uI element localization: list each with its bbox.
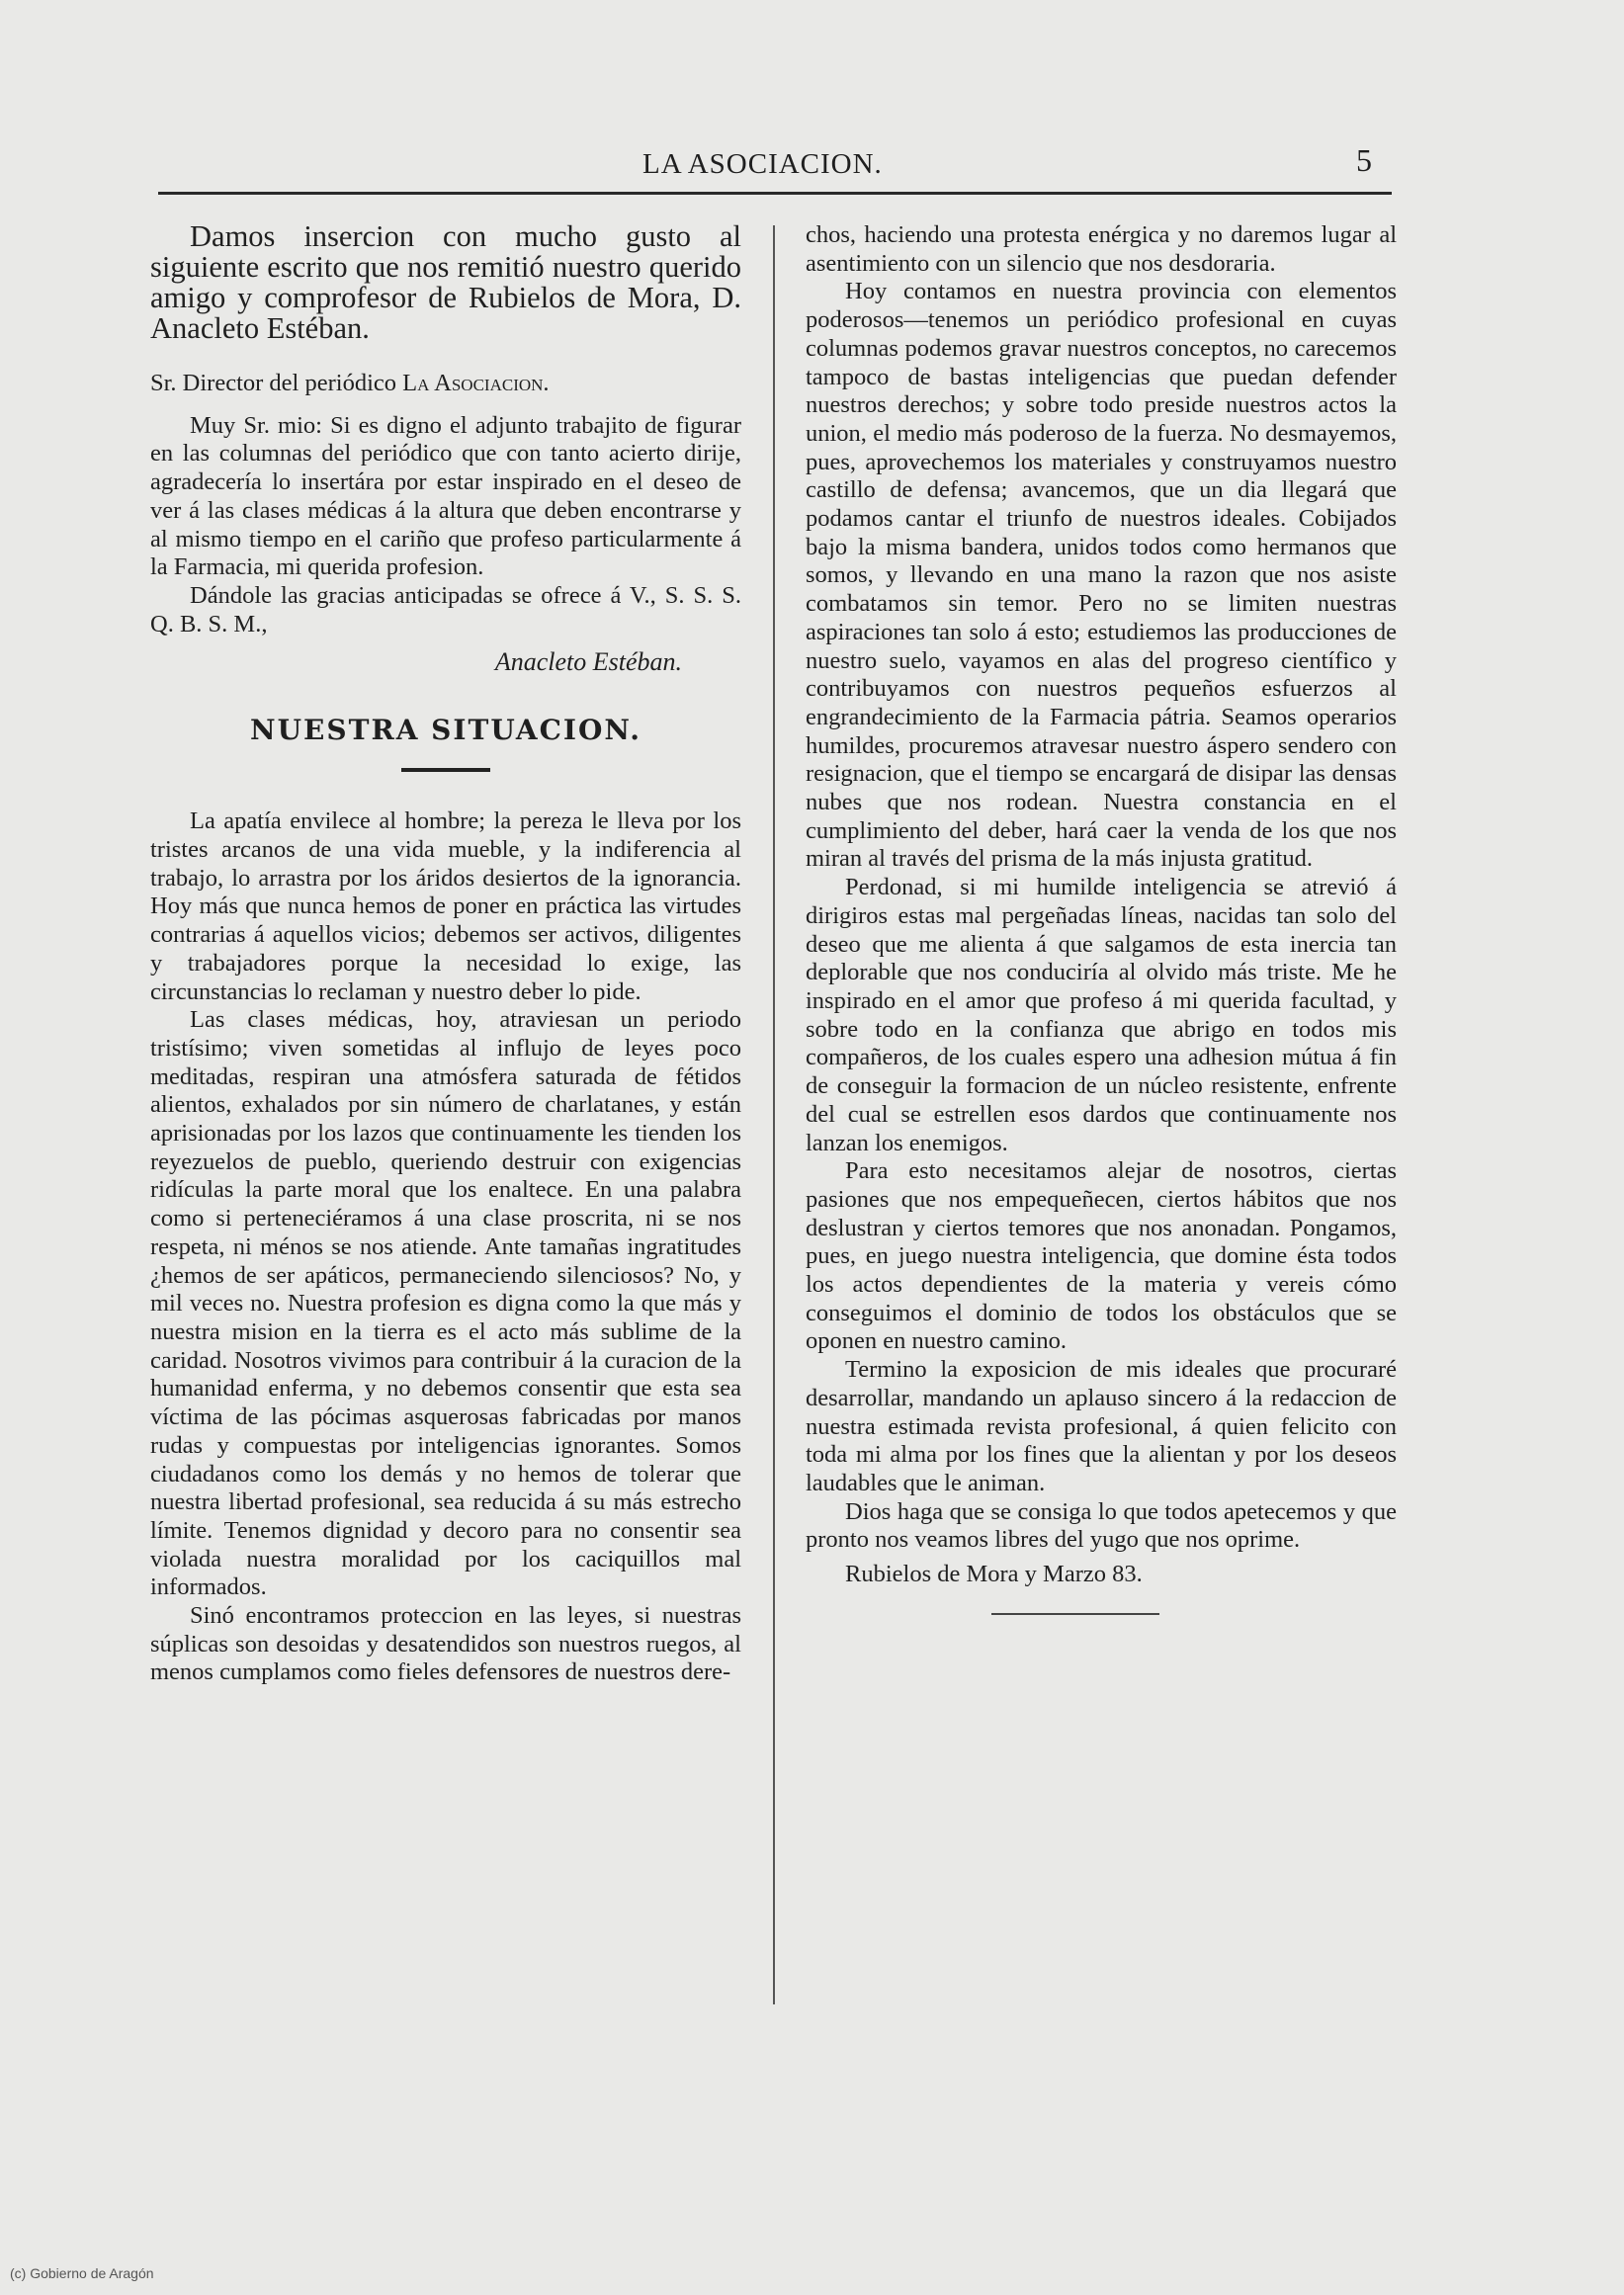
- place-date: Rubielos de Mora y Marzo 83.: [845, 1561, 1143, 1588]
- salutation-prefix: Sr. Director del periódico: [150, 370, 403, 396]
- letter-paragraph: Muy Sr. mio: Si es digno el adjunto trabajito de figurar en las columnas del periódico que con tanto acierto dirije, agradecería lo insertára por estar inspirado en el deseo de ver á las clases médicas á la altura que deben encontrarse y al mismo tiempo en el cariño que profeso particularmente á la Farmacia, mi querida profesion.: [150, 411, 741, 581]
- left-column: [150, 221, 741, 1687]
- page-number: 5: [1356, 142, 1372, 178]
- right-column: [806, 221, 1397, 1615]
- article-paragraph: Perdonad, si mi humilde inteligencia se atrevió á dirigiros estas mal pergeñadas líneas, nacidas tan solo del deseo que me alienta á que salgamos de esta inercia tan deplorable que nos conduciría al olvido más triste. Me he inspirado en el amor que profeso á mi querida facultad, y sobre todo en la confianza que abrigo en todos mis compañeros, de los cuales espero una adhesion mútua á fin de conseguir la formacion de un núcleo resistente, enfrente del cual se estrellen esos dardos que continuamente nos lanzan los enemigos.: [806, 874, 1397, 1156]
- article-paragraph: Para esto necesitamos alejar de nosotros, ciertas pasiones que nos empequeñecen, ciertos hábitos que nos deslustran y ciertos temores que nos anonadan. Pongamos, pues, en juego nuestra inteligencia, que domine ésta todos los actos dependientes de la materia y vereis cómo conseguimos el dominio de todos los obstáculos que se oponen en nuestro camino.: [806, 1157, 1397, 1355]
- article-paragraph: Termino la exposicion de mis ideales que procuraré desarrollar, mandando un aplauso sincero á la redaccion de nuestra estimada revista profesional, á quien felicito con toda mi alma por los fines que la alientan y por los deseos laudables que le animan.: [806, 1356, 1397, 1496]
- copyright-notice: (c) Gobierno de Aragón: [10, 2265, 154, 2281]
- page-header: [158, 142, 1392, 194]
- letter-salutation: [150, 370, 741, 398]
- column-divider: [773, 225, 775, 2004]
- article-paragraph: La apatía envilece al hombre; la pereza le lleva por los tristes arcanos de una vida mueble, y la indiferencia al trabajo, lo arrastra por los áridos desiertos de la ignorancia. Hoy más que nunca hemos de poner en práctica las virtudes contrarias á aquellos vicios; debemos ser activos, diligentes y trabajadores porque la necesidad lo exige, las circunstancias lo reclaman y nuestro deber lo pide.: [150, 808, 741, 1005]
- letter-signature: Anacleto Estéban.: [494, 647, 682, 677]
- header-rule: [158, 192, 1392, 195]
- article-paragraph: Hoy contamos en nuestra provincia con elementos poderosos—tenemos un periódico profesional en cuyas columnas podemos gravar nuestros conceptos, no carecemos tampoco de bastas inteligencias que puedan defender nuestros derechos; y sobre todo preside nuestros actos la union, el medio más poderoso de la fuerza. No desmayemos, pues, aprovechemos los materiales y construyamos nuestro castillo de defensa; avancemos, que un dia llegará que podamos cantar el triunfo de nuestros ideales. Cobijados bajo la misma bandera, unidos todos como hermanos que somos, y llevando en una mano la razon que nos asiste combatamos sin temor. Pero no se limiten nuestras aspiraciones tan solo á esto; estudiemos las producciones de nuestro suelo, vayamos en alas del progreso científico y contribuyamos con nuestros pequeños esfuerzos al engrandecimiento de la Farmacia pátria. Seamos operarios humildes, procuremos atravesar nuestro áspero sendero con resignacion, que el tiempo se encargará de disipar las densas nubes que nos rodean. Nuestra constancia en el cumplimiento del deber, hará caer la venda de los que nos miran al través del prisma de la más injusta gratitud.: [806, 278, 1397, 873]
- journal-title: LA ASOCIACION.: [642, 148, 883, 180]
- article-paragraph: Las clases médicas, hoy, atraviesan un periodo tristísimo; viven sometidas al influjo de leyes poco meditadas, respiran una atmósfera saturada de fétidos alientos, exhalados por sin número de charlatanes, y están aprisionadas por los lazos que continuamente les tienden los reyezuelos de pueblo, queriendo destruir con exigencias ridículas la parte moral que los enaltece. En una palabra como si perteneciéramos á una clase proscrita, ni se nos respeta, ni ménos se nos atiende. Ante tamañas ingratitudes ¿hemos de ser apáticos, permaneciendo silenciosos? No, y mil veces no. Nuestra profesion es digna como la que más y nuestra mision en la tierra es el acto más sublime de la caridad. Nosotros vivimos para contribuir á la curacion de la humanidad enferma, y no debemos consentir que esta sea víctima de las pócimas asquerosas fabricadas por manos rudas y compuestas por inteligencias ignorantes. Somos ciudadanos como los demás y no hemos de tolerar que nuestra libertad profesional, sea reducida á su más estrecho límite. Tenemos dignidad y decoro para no consentir sea violada nuestra moralidad por los caciquillos mal informados.: [150, 1006, 741, 1601]
- editor-intro: Damos insercion con mucho gusto al siguiente escrito que nos remitió nuestro querido amigo y comprofesor de Rubielos de Mora, D. Anacleto Estéban.: [150, 219, 741, 345]
- section-rule: [401, 768, 490, 772]
- article-paragraph: Sinó encontramos proteccion en las leyes, si nuestras súplicas son desoidas y desatendidos son nuestros ruegos, al menos cumplamos como fieles defensores de nuestros dere-: [150, 1602, 741, 1686]
- section-title: NUESTRA SITUACION.: [250, 714, 641, 747]
- article-paragraph: Dios haga que se consiga lo que todos apetecemos y que pronto nos veamos libres del yugo que nos oprime.: [806, 1497, 1397, 1554]
- salutation-journal: La Asociacion.: [402, 370, 550, 396]
- end-rule: [991, 1613, 1159, 1615]
- letter-paragraph: Dándole las gracias anticipadas se ofrece á V., S. S. S. Q. B. S. M.,: [150, 581, 741, 638]
- article-paragraph: chos, haciendo una protesta enérgica y no daremos lugar al asentimiento con un silencio que nos desdoraria.: [806, 221, 1397, 277]
